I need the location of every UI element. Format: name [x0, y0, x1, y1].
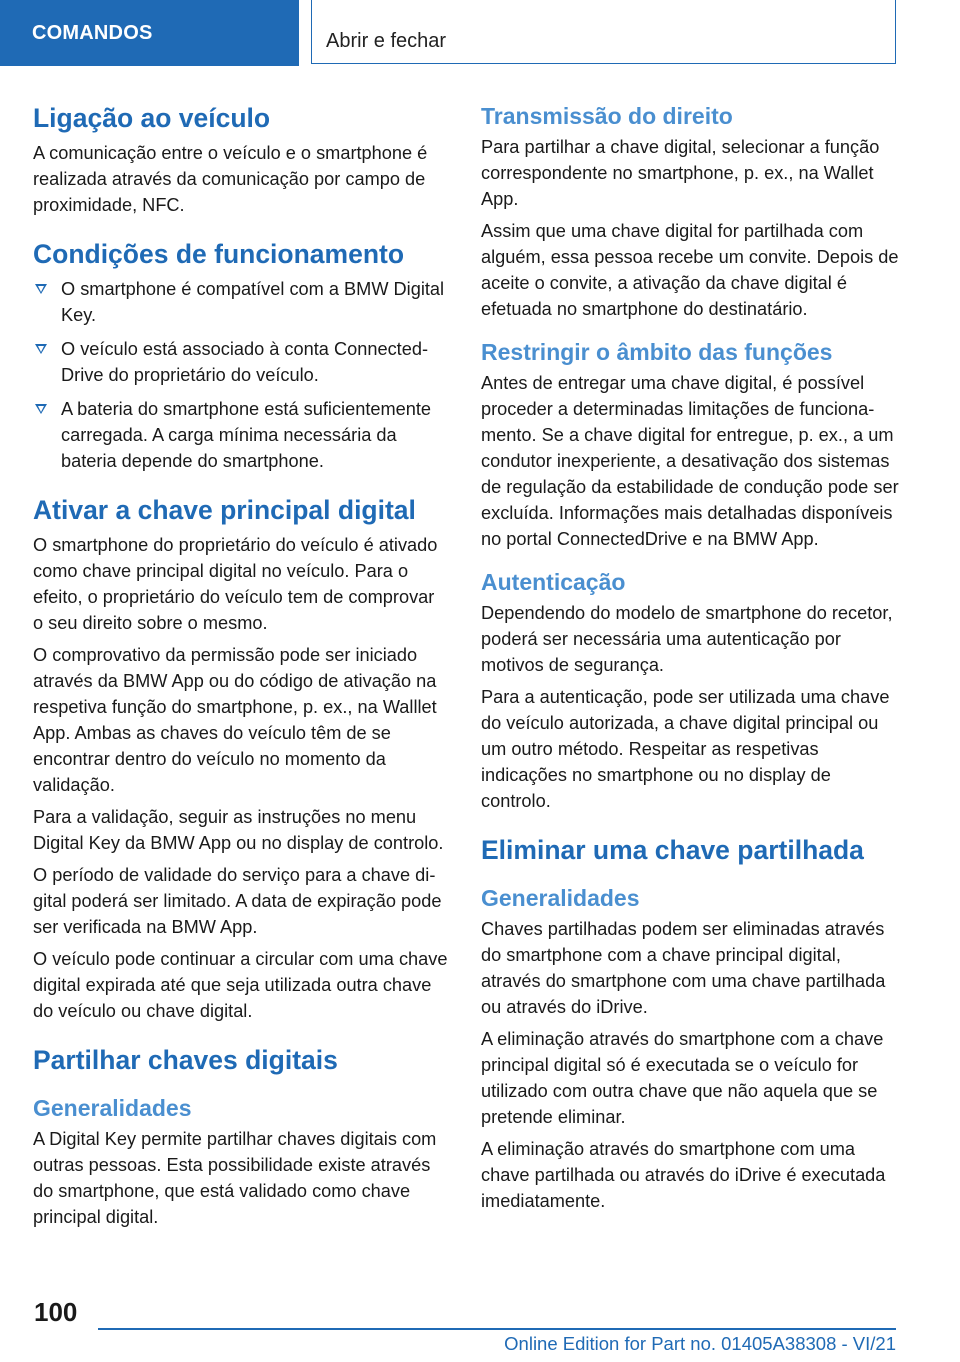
- right-column: [481, 100, 899, 1220]
- section-tab: COMANDOS: [0, 0, 299, 66]
- triangle-bullet-icon: [35, 284, 47, 294]
- list-item: O veículo está associado à conta ConnectedDrive do proprietário do veículo.: [33, 336, 448, 388]
- heading-ativar: Ativar a chave principal digital: [33, 495, 416, 525]
- paragraph-ativar-3: Para a validação, seguir as instruções no menu Digital Key da BMW App ou no display de controlo.: [33, 807, 444, 853]
- list-item: O smartphone é compatível com a BMW Digital Key.: [33, 276, 448, 328]
- page-number: 100: [34, 1297, 78, 1327]
- subheading-generalidades: Generalidades: [33, 1095, 192, 1121]
- paragraph-ativar-2: O comprovativo da permissão pode ser iniciado através da BMW App ou do código de ativação na respetiva função do smartphone, p. ex., na Walllet App. Ambas as chaves do veículo têm de se encontrar dentro do veículo no momento da validação.: [33, 645, 437, 795]
- paragraph-eliminar-1: Chaves partilhadas podem ser eliminadas através do smartphone com a chave principal digital, através do smartphone com uma chave partilhada ou através do iDrive.: [481, 919, 886, 1017]
- heading-ligacao: Ligação ao veículo: [33, 103, 271, 133]
- paragraph-ligacao: A comunicação entre o veículo e o smartphone é realizada através da comunicação por campo de proximidade, NFC.: [33, 143, 428, 215]
- paragraph-eliminar-3: A eliminação através do smartphone com uma chave partilhada ou através do iDrive é executada imediatamente.: [481, 1139, 886, 1211]
- left-column: [33, 100, 448, 1236]
- edition-footer: Online Edition for Part no. 01405A38308 - VI/21: [504, 1333, 896, 1354]
- paragraph-transmissao-2: Assim que uma chave digital for partilhada com alguém, essa pessoa recebe um convite. Depois de aceite o convite, a ativação da chave digital é efetuada no smartphone do destinatário.: [481, 221, 899, 319]
- heading-partilhar: Partilhar chaves digitais: [33, 1045, 338, 1075]
- paragraph-ativar-5: O veículo pode continuar a circular com uma chave digital expirada até que seja utilizada outra chave do veículo ou chave digital.: [33, 949, 448, 1021]
- heading-eliminar: Eliminar uma chave partilhada: [481, 835, 864, 865]
- paragraph-autenticacao-1: Dependendo do modelo de smartphone do recetor, poderá ser necessária uma autenticação por motivos de segurança.: [481, 603, 893, 675]
- subheading-generalidades-eliminar: Generalidades: [481, 885, 640, 911]
- triangle-bullet-icon: [35, 404, 47, 414]
- subheading-autenticacao: Autenticação: [481, 569, 626, 595]
- paragraph-eliminar-2: A eliminação através do smartphone com a chave principal digital só é executada se o veículo for utilizado com outra chave que não aquela que se pretende eliminar.: [481, 1029, 884, 1127]
- triangle-bullet-icon: [35, 344, 47, 354]
- paragraph-restringir: Antes de entregar uma chave digital, é possível proceder a determinadas limitações de funcionamento. Se a chave digital for entregue, p. ex., a um condutor inexperiente, a desativação dos sistemas de regulação da estabilidade de condução pode ser excluída. Informações mais detalhadas disponíveis no portal ConnectedDrive e na BMW App.: [481, 373, 899, 549]
- conditions-list: [33, 276, 448, 474]
- topic-tab: Abrir e fechar: [311, 0, 896, 64]
- footer-divider: [98, 1328, 896, 1330]
- subheading-transmissao: Transmissão do direito: [481, 103, 733, 129]
- subheading-restringir: Restringir o âmbito das funções: [481, 339, 833, 365]
- paragraph-autenticacao-2: Para a autenticação, pode ser utilizada uma chave do veículo autorizada, a chave digital principal ou um outro método. Respeitar as respetivas indicações no smartphone ou no display de controlo.: [481, 687, 890, 811]
- paragraph-ativar-1: O smartphone do proprietário do veículo é ativado como chave principal digital no veículo. Para o efeito, o proprietário do veículo tem de comprovar o seu direito sobre o mesmo.: [33, 535, 438, 633]
- header-bar: [0, 0, 960, 66]
- list-item: A bateria do smartphone está suficientemente carregada. A carga mínima necessária da bateria depende do smartphone.: [33, 396, 448, 474]
- heading-condicoes: Condições de funcionamento: [33, 239, 405, 269]
- paragraph-ativar-4: O período de validade do serviço para a chave digital poderá ser limitado. A data de expiração pode ser verificada na BMW App.: [33, 865, 442, 937]
- paragraph-transmissao-1: Para partilhar a chave digital, selecionar a função correspondente no smartphone, p. ex., na Wallet App.: [481, 137, 880, 209]
- paragraph-partilhar: A Digital Key permite partilhar chaves digitais com outras pessoas. Esta possibilidade existe através do smartphone, que está validado como chave principal digital.: [33, 1129, 437, 1227]
